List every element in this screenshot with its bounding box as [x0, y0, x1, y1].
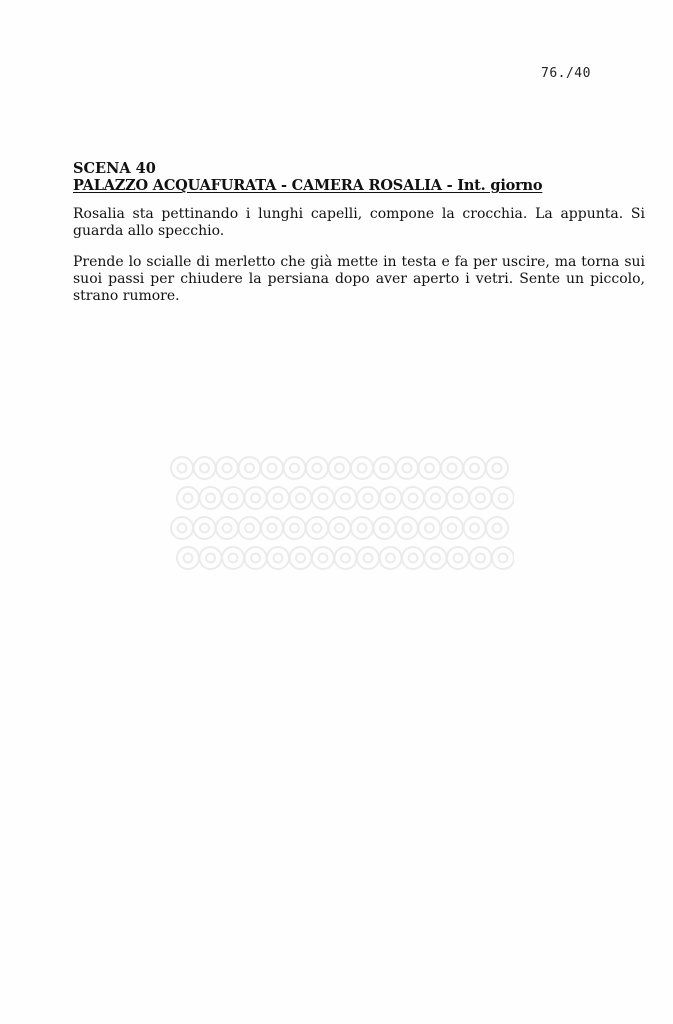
watermark-ring — [194, 517, 216, 539]
watermark-ring-inner — [313, 524, 322, 533]
watermark-ring-inner — [403, 464, 412, 473]
watermark-ring-inner — [274, 554, 283, 563]
watermark-ring-inner — [251, 554, 260, 563]
watermark-ring — [306, 457, 328, 479]
watermark-ring-inner — [296, 554, 305, 563]
watermark-ring-inner — [476, 554, 485, 563]
watermark-ring — [447, 487, 469, 509]
watermark-ring — [492, 547, 514, 569]
watermark-ring — [486, 457, 508, 479]
scene-location: PALAZZO ACQUAFURATA - CAMERA ROSALIA - Int. giorno — [73, 177, 543, 194]
watermark-ring-inner — [380, 524, 389, 533]
watermark-ring — [306, 517, 328, 539]
watermark-ring-inner — [245, 524, 254, 533]
watermark-ring-inner — [290, 524, 299, 533]
watermark-ring — [261, 517, 283, 539]
watermark-ring — [351, 457, 373, 479]
watermark-ring — [425, 487, 447, 509]
watermark-ring — [245, 547, 267, 569]
watermark-ring — [374, 457, 396, 479]
watermark-ring-inner — [470, 464, 479, 473]
watermark-ring-inner — [431, 494, 440, 503]
watermark-ring — [216, 457, 238, 479]
watermark-ring-inner — [206, 494, 215, 503]
watermark-ring — [222, 487, 244, 509]
watermark-ring — [492, 487, 514, 509]
watermark-ring-inner — [223, 524, 232, 533]
watermark-ring — [177, 487, 199, 509]
watermark-ring-inner — [229, 494, 238, 503]
watermark-ring — [419, 457, 441, 479]
watermark-ring-inner — [425, 464, 434, 473]
watermark-ring — [357, 487, 379, 509]
watermark-ring — [261, 457, 283, 479]
watermark-ring — [335, 547, 357, 569]
watermark-ring-inner — [223, 464, 232, 473]
watermark-ring-inner — [358, 524, 367, 533]
watermark-ring — [284, 457, 306, 479]
watermark-ring — [239, 517, 261, 539]
watermark-ring-inner — [206, 554, 215, 563]
watermark-ring — [357, 547, 379, 569]
watermark-ring-inner — [386, 554, 395, 563]
watermark-ring-inner — [184, 494, 193, 503]
watermark-ring-inner — [229, 554, 238, 563]
watermark-ring — [245, 487, 267, 509]
watermark-ring-inner — [493, 464, 502, 473]
watermark-ring-inner — [409, 554, 418, 563]
watermark-ring-inner — [341, 494, 350, 503]
page-number: 76./40 — [541, 66, 591, 81]
watermark-ring-inner — [425, 524, 434, 533]
watermark-ring — [380, 487, 402, 509]
watermark-ring-inner — [454, 494, 463, 503]
watermark-ring — [396, 457, 418, 479]
watermark-ring-inner — [499, 494, 508, 503]
watermark-ring — [171, 517, 193, 539]
watermark-ring — [329, 517, 351, 539]
watermark-ring — [374, 517, 396, 539]
watermark-ring-inner — [178, 464, 187, 473]
watermark-ring-inner — [200, 524, 209, 533]
watermark-ring — [419, 517, 441, 539]
watermark-ring-inner — [431, 554, 440, 563]
scene-heading — [73, 160, 542, 194]
watermark-ring — [351, 517, 373, 539]
watermark-ring — [335, 487, 357, 509]
watermark-ring-inner — [448, 464, 457, 473]
watermark-ring-inner — [386, 494, 395, 503]
watermark-ring-inner — [290, 464, 299, 473]
watermark-ring — [402, 547, 424, 569]
watermark-ring — [329, 457, 351, 479]
watermark-ring — [194, 457, 216, 479]
action-paragraph-2: Prende lo scialle di merletto che già mette in testa e fa per uscire, ma torna sui suoi passi per chiudere la persiana dopo aver aperto i vetri. Sente un piccolo, strano rumore. — [73, 254, 645, 304]
watermark-ring-inner — [358, 464, 367, 473]
watermark-ring-inner — [184, 554, 193, 563]
watermark-ring — [239, 457, 261, 479]
watermark-ring — [486, 517, 508, 539]
watermark-ring-inner — [409, 494, 418, 503]
watermark-ring — [380, 547, 402, 569]
watermark-ring — [216, 517, 238, 539]
watermark-ring-inner — [403, 524, 412, 533]
watermark-ring-inner — [335, 524, 344, 533]
watermark-ring-inner — [470, 524, 479, 533]
watermark-ring — [171, 457, 193, 479]
watermark-ring-inner — [335, 464, 344, 473]
watermark-ring-inner — [268, 464, 277, 473]
watermark-ring-inner — [476, 494, 485, 503]
watermark-ring-inner — [178, 524, 187, 533]
watermark-ring-inner — [296, 494, 305, 503]
watermark-ring — [267, 487, 289, 509]
watermark-ring — [402, 487, 424, 509]
watermark-ring-inner — [251, 494, 260, 503]
watermark-ring-inner — [341, 554, 350, 563]
watermark-ring-inner — [499, 554, 508, 563]
watermark-ring-inner — [245, 464, 254, 473]
watermark-ring — [464, 517, 486, 539]
watermark-ring — [470, 487, 492, 509]
watermark-ring-inner — [493, 524, 502, 533]
scene-body — [73, 206, 645, 319]
watermark-ring — [396, 517, 418, 539]
watermark-ring — [290, 547, 312, 569]
watermark-ring — [290, 487, 312, 509]
watermark-ring-inner — [319, 494, 328, 503]
watermark-ring — [200, 487, 222, 509]
watermark-ring-inner — [380, 464, 389, 473]
watermark-ring-inner — [274, 494, 283, 503]
embossed-watermark-stamp — [168, 452, 514, 580]
watermark-ring — [470, 547, 492, 569]
watermark-ring-inner — [364, 554, 373, 563]
scene-number: SCENA 40 — [73, 160, 156, 177]
watermark-ring — [222, 547, 244, 569]
watermark-ring — [312, 547, 334, 569]
watermark-ring — [425, 547, 447, 569]
watermark-ring-inner — [200, 464, 209, 473]
watermark-ring — [267, 547, 289, 569]
watermark-ring-inner — [313, 464, 322, 473]
watermark-ring — [200, 547, 222, 569]
watermark-ring — [177, 547, 199, 569]
watermark-ring-inner — [454, 554, 463, 563]
watermark-ring-inner — [268, 524, 277, 533]
watermark-ring — [464, 457, 486, 479]
watermark-ring — [441, 457, 463, 479]
watermark-ring-inner — [319, 554, 328, 563]
watermark-ring — [447, 547, 469, 569]
watermark-ring — [441, 517, 463, 539]
watermark-ring — [284, 517, 306, 539]
watermark-ring-inner — [448, 524, 457, 533]
watermark-ring-inner — [364, 494, 373, 503]
watermark-ring — [312, 487, 334, 509]
action-paragraph-1: Rosalia sta pettinando i lunghi capelli, compone la crocchia. La appunta. Si guarda allo specchio. — [73, 206, 645, 239]
